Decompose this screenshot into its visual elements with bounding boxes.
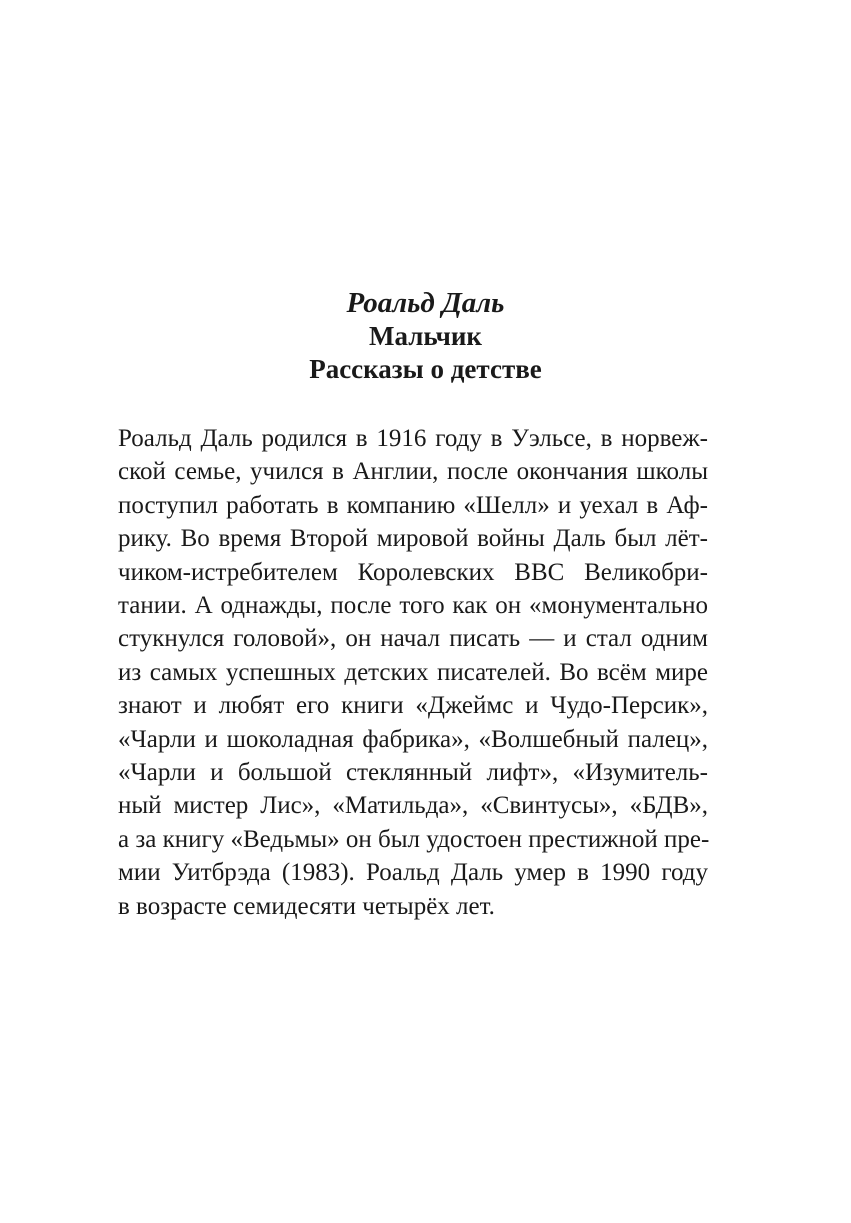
bio-line: мии Уитбрэда (1983). Роальд Даль умер в 1990 году: [118, 859, 708, 887]
book-title: Мальчик: [369, 321, 482, 351]
bio-line: ской семье, учился в Англии, после окончания школы: [118, 458, 708, 486]
author-name: Роальд Даль: [346, 287, 505, 319]
bio-line: поступил работать в компанию «Шелл» и уехал в Аф-: [118, 491, 708, 519]
title-block: [0, 287, 851, 386]
bio-line: ный мистер Лис», «Матильда», «Свинтусы», «БДВ»,: [118, 792, 708, 820]
bio-line: а за книгу «Ведьмы» он был удостоен престижной пре-: [118, 825, 710, 853]
bio-line: «Чарли и большой стеклянный лифт», «Изумитель-: [118, 759, 708, 787]
bio-line: Роальд Даль родился в 1916 году в Уэльсе, в норвеж-: [118, 425, 708, 452]
book-subtitle: Рассказы о детстве: [309, 354, 542, 384]
bio-line: «Чарли и шоколадная фабрика», «Волшебный палец»,: [118, 725, 708, 753]
bio-line: чиком-истребителем Королевских ВВС Великобри-: [118, 558, 708, 586]
bio-line: стукнулся головой», он начал писать — и стал одним: [118, 625, 708, 653]
author-biography: [118, 422, 708, 923]
bio-line: в возрасте семидесяти четырёх лет.: [118, 892, 495, 920]
bio-line: из самых успешных детских писателей. Во всём мире: [118, 658, 708, 686]
bio-line: тании. А однажды, после того как он «монументально: [118, 592, 708, 620]
bio-line: знают и любят его книги «Джеймс и Чудо-Персик»,: [118, 692, 708, 720]
bio-line: рику. Во время Второй мировой войны Даль был лёт-: [118, 525, 708, 553]
